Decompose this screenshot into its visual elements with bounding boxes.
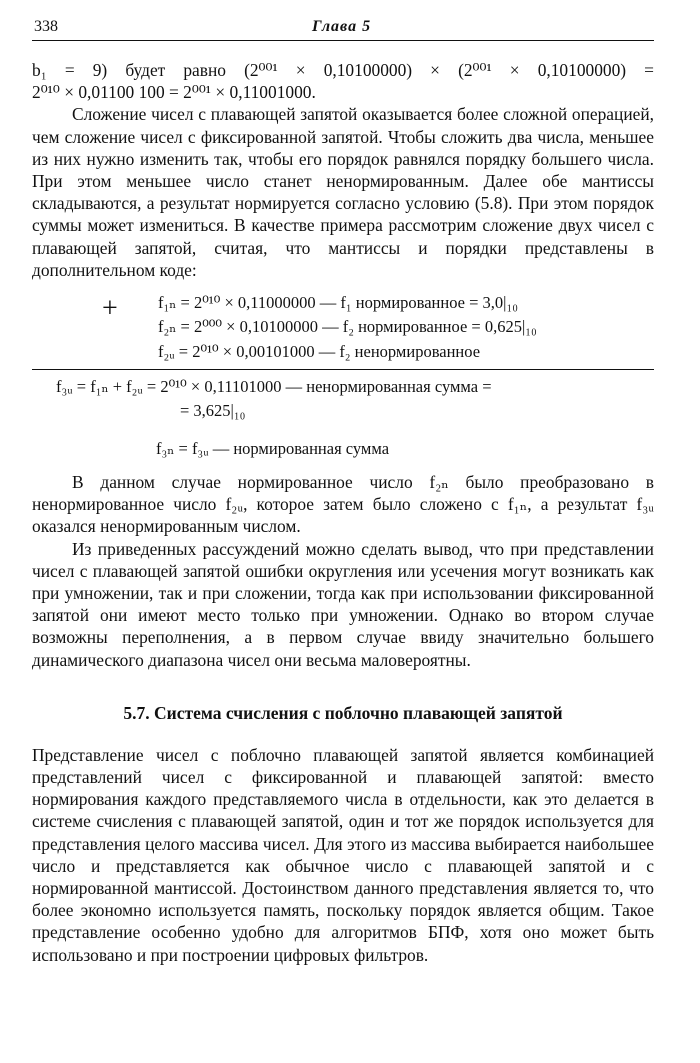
section-heading: 5.7. Система счисления с поблочно плавающей запятой	[123, 702, 563, 723]
equation-f2n: f₂ₙ = 2⁰⁰⁰ × 0,10100000 — f₂ нормированное = 0,625|₁₀	[158, 317, 537, 337]
book-page	[32, 16, 654, 966]
sum-rule	[32, 369, 654, 370]
addition-example	[32, 281, 654, 471]
equation-f3u-value: = 3,625|₁₀	[180, 401, 246, 421]
paragraph-product-result-line2: 2⁰¹⁰ × 0,01100 100 = 2⁰⁰¹ × 0,11001000.	[32, 82, 316, 103]
running-head	[32, 16, 654, 41]
paragraph-product-result-line1: b₁ = 9) будет равно (2⁰⁰¹ × 0,10100000) × (2⁰⁰¹ × 0,10100000) =	[32, 60, 654, 80]
paragraph-block-floating-point: Представление чисел с поблочно плавающей запятой является комбинацией представлений чисел с фиксированной и плавающей запятой: вместо нормирования каждого представляемого числа в отдельности, как это делается в системе счисления с плавающей запятой, один и тот же порядок используется для представления целого массива чисел. Для этого из массива выбирается наибольшее число и представляется как обычное число с плавающей запятой и с нормированной мантиссой. Достоинством данного представления является то, что более экономно используется память, поскольку порядок является общим. Такое представление особенно удобно для алгоритмов БПФ, хотя оно может быть использовано и при построении цифровых фильтров.	[32, 744, 654, 965]
equation-f3u: f₃ᵤ = f₁ₙ + f₂ᵤ = 2⁰¹⁰ × 0,11101000 — ненормированная сумма =	[56, 377, 492, 397]
paragraph-conclusion: Из приведенных рассуждений можно сделать вывод, что при представлении чисел с плавающей запятой ошибки округления или усечения могут возникать как при умножении, так и при сложении, тогда как при использовании фиксированной запятой они имеют место только при умножении. Однако во втором случае возможны переполнения, а в первом случае ввиду значительно большего динамического диапазона чисел они весьма маловероятны.	[32, 538, 654, 670]
paragraph-float-addition: Сложение чисел с плавающей запятой оказывается более сложной операцией, чем сложение чисел с фиксированной запятой. Чтобы сложить два числа, меньшее из них нужно изменить так, чтобы его порядок равнялся порядку большего числа. При этом меньшее число станет ненормированным. Далее обе мантиссы складываются, а результат нормируется согласно условию (5.8). При этом порядок суммы может измениться. В качестве примера рассмотрим сложение двух чисел с плавающей запятой, считая, что мантиссы и порядки представлены в дополнительном коде:	[32, 104, 654, 280]
page-number: 338	[34, 18, 58, 35]
chapter-title: Глава 5	[312, 18, 372, 35]
equation-f1n: f₁ₙ = 2⁰¹⁰ × 0,11000000 — f₁ нормированное = 3,0|₁₀	[158, 293, 518, 313]
paragraph-case-explanation: В данном случае нормированное число f₂ₙ было преобразовано в ненормированное число f₂ᵤ, которое затем было сложено с f₁ₙ, а результат f₃ᵤ оказался ненормированным числом.	[32, 472, 654, 537]
equation-f3n: f₃ₙ = f₃ᵤ — нормированная сумма	[156, 439, 390, 459]
equation-f2u: f₂ᵤ = 2⁰¹⁰ × 0,00101000 — f₂ ненормированное	[158, 342, 481, 362]
plus-sign: +	[102, 293, 118, 325]
